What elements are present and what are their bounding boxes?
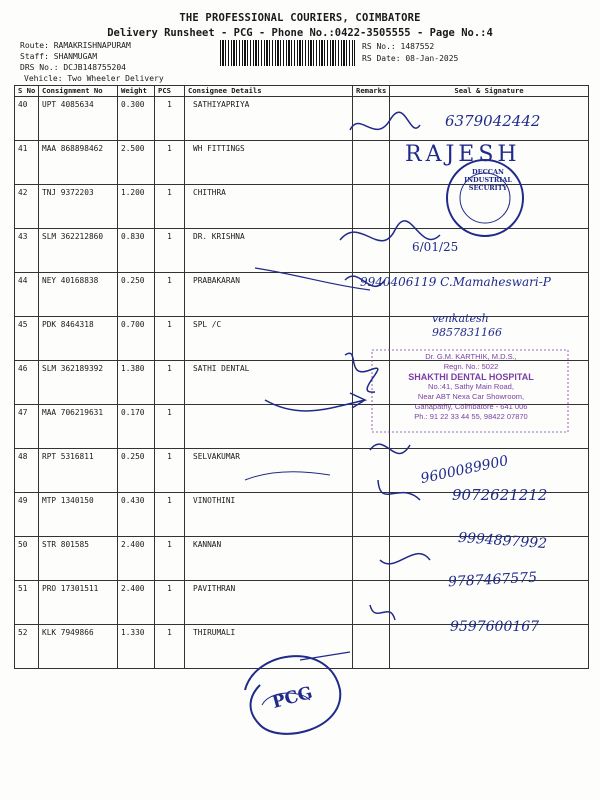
cell-consignee: PAVITHRAN xyxy=(185,581,353,625)
hw-phone-51: 9787467575 xyxy=(447,569,538,591)
cell-consignment: NEY 40168838 xyxy=(39,273,118,317)
signature-49 xyxy=(378,480,420,500)
cell-pcs: 1 xyxy=(155,141,185,185)
cell-consignee: SPL /C xyxy=(185,317,353,361)
cell-sno: 43 xyxy=(15,229,39,273)
cell-sno: 46 xyxy=(15,361,39,405)
cell-consignment: SLM 362212860 xyxy=(39,229,118,273)
cell-weight: 0.170 xyxy=(118,405,155,449)
cell-weight: 2.400 xyxy=(118,537,155,581)
cell-weight: 0.250 xyxy=(118,273,155,317)
cell-sno: 52 xyxy=(15,625,39,669)
cell-weight: 0.830 xyxy=(118,229,155,273)
signature-46 xyxy=(345,353,378,392)
dental-doctor: Dr. G.M. KARTHIK, M.D.S., xyxy=(425,352,517,361)
security-stamp-text: DECCAN INDUSTRIAL SECURITY xyxy=(464,168,512,192)
hw-phone-49: 9072621212 xyxy=(452,486,548,504)
cell-consignment: RPT 5316811 xyxy=(39,449,118,493)
cell-consignee: PRABAKARAN xyxy=(185,273,353,317)
cell-sno: 40 xyxy=(15,97,39,141)
cell-consignee: SELVAKUMAR xyxy=(185,449,353,493)
signature-48 xyxy=(370,444,410,453)
cell-weight: 0.430 xyxy=(118,493,155,537)
cell-weight: 2.500 xyxy=(118,141,155,185)
signature-40 xyxy=(350,112,420,130)
cell-consignee: WH FITTINGS xyxy=(185,141,353,185)
cell-sno: 45 xyxy=(15,317,39,361)
cell-consignee: KANNAN xyxy=(185,537,353,581)
cell-pcs: 1 xyxy=(155,317,185,361)
cell-consignment: MTP 1340150 xyxy=(39,493,118,537)
cell-consignment: MAA 868898462 xyxy=(39,141,118,185)
cell-weight: 1.330 xyxy=(118,625,155,669)
cell-pcs: 1 xyxy=(155,625,185,669)
arrow-47 xyxy=(265,393,365,411)
dental-regn: Regn. No.: 5022 xyxy=(443,362,499,371)
cell-pcs: 1 xyxy=(155,185,185,229)
rs-number: RS No.: 1487552 xyxy=(362,42,435,51)
col-consignee: Consignee Details xyxy=(185,86,353,97)
cell-sno: 51 xyxy=(15,581,39,625)
cell-pcs: 1 xyxy=(155,273,185,317)
ditto-line xyxy=(245,472,330,480)
rs-date: RS Date: 08-Jan-2025 xyxy=(362,54,459,63)
hw-venkatesh: venkatesh 9857831166 xyxy=(432,312,502,339)
cell-sno: 41 xyxy=(15,141,39,185)
cell-sno: 42 xyxy=(15,185,39,229)
hw-date-43: 6/01/25 xyxy=(412,240,459,254)
route-label: Route: RAMAKRISHNAPURAM xyxy=(20,41,131,50)
cell-consignment: KLK 7949866 xyxy=(39,625,118,669)
hw-rajesh: RAJESH xyxy=(405,142,521,167)
cell-pcs: 1 xyxy=(155,449,185,493)
hw-phone-40: 6379042442 xyxy=(445,112,541,130)
dental-address-2: Near ABT Nexa Car Showroom, xyxy=(417,392,525,401)
dental-seal xyxy=(376,352,566,422)
dental-address-1: No.:41, Sathy Main Road, xyxy=(428,382,514,391)
cell-sno: 47 xyxy=(15,405,39,449)
cell-sno: 48 xyxy=(15,449,39,493)
cell-consignment: UPT 4085634 xyxy=(39,97,118,141)
runsheet-subtitle: Delivery Runsheet - PCG - Phone No.:0422-3505555 - Page No.:4 xyxy=(107,27,493,39)
cell-consignment: PDK 8464318 xyxy=(39,317,118,361)
cell-weight: 0.300 xyxy=(118,97,155,141)
col-remarks: Remarks xyxy=(353,86,390,97)
cell-pcs: 1 xyxy=(155,361,185,405)
cell-consignment: STR 801585 xyxy=(39,537,118,581)
company-title: THE PROFESSIONAL COURIERS, COIMBATORE xyxy=(179,12,421,24)
cell-consignment: SLM 362189392 xyxy=(39,361,118,405)
staff-label: Staff: SHANMUGAM xyxy=(20,52,98,61)
cell-consignment: TNJ 9372203 xyxy=(39,185,118,229)
cell-sno: 44 xyxy=(15,273,39,317)
pcg-stamp-tail xyxy=(300,652,350,660)
cell-pcs: 1 xyxy=(155,97,185,141)
dental-hospital: SHAKTHI DENTAL HOSPITAL xyxy=(408,372,534,382)
col-pcs: PCS xyxy=(155,86,185,97)
cell-sno: 50 xyxy=(15,537,39,581)
cell-weight: 2.400 xyxy=(118,581,155,625)
cell-weight: 1.200 xyxy=(118,185,155,229)
col-weight: Weight xyxy=(118,86,155,97)
arrow-line xyxy=(255,268,370,290)
hw-phone-50: 9994897992 xyxy=(457,529,548,553)
cell-pcs: 1 xyxy=(155,537,185,581)
cell-pcs: 1 xyxy=(155,405,185,449)
cell-consignee: THIRUMALI xyxy=(185,625,353,669)
cell-consignee: VINOTHINI xyxy=(185,493,353,537)
cell-weight: 0.250 xyxy=(118,449,155,493)
cell-consignee: SATHI DENTAL xyxy=(185,361,353,405)
signature-51 xyxy=(380,554,430,564)
cell-consignee: DR. KRISHNA xyxy=(185,229,353,273)
cell-consignee: SATHIYAPRIYA xyxy=(185,97,353,141)
cell-consignment: MAA 706219631 xyxy=(39,405,118,449)
cell-pcs: 1 xyxy=(155,581,185,625)
signature-52 xyxy=(370,605,395,620)
pcg-stamp-text: PCG xyxy=(270,683,315,713)
col-consignment: Consignment No xyxy=(39,86,118,97)
col-signature: Seal & Signature xyxy=(390,86,589,97)
cell-consignment: PRO 17301511 xyxy=(39,581,118,625)
cell-consignee: CHITHRA xyxy=(185,185,353,229)
dental-phone: Ph.: 91 22 33 44 55, 98422 07870 xyxy=(414,412,528,421)
dental-address-3: Ganapathy, Coimbatore - 641 006 xyxy=(414,402,528,411)
vehicle-label: Vehicle: Two Wheeler Delivery xyxy=(24,74,164,83)
signature-43 xyxy=(340,221,440,241)
hw-phone-48: 9600089900 xyxy=(419,452,510,488)
col-sno: S No xyxy=(15,86,39,97)
cell-sno: 49 xyxy=(15,493,39,537)
cell-weight: 1.380 xyxy=(118,361,155,405)
hw-phone-44: 9940406119 C.Mamaheswari-P xyxy=(360,275,551,289)
cell-weight: 0.700 xyxy=(118,317,155,361)
hw-phone-52: 9597600167 xyxy=(450,619,540,635)
cell-pcs: 1 xyxy=(155,229,185,273)
cell-pcs: 1 xyxy=(155,493,185,537)
drs-label: DRS No.: DCJB148755204 xyxy=(20,63,126,72)
